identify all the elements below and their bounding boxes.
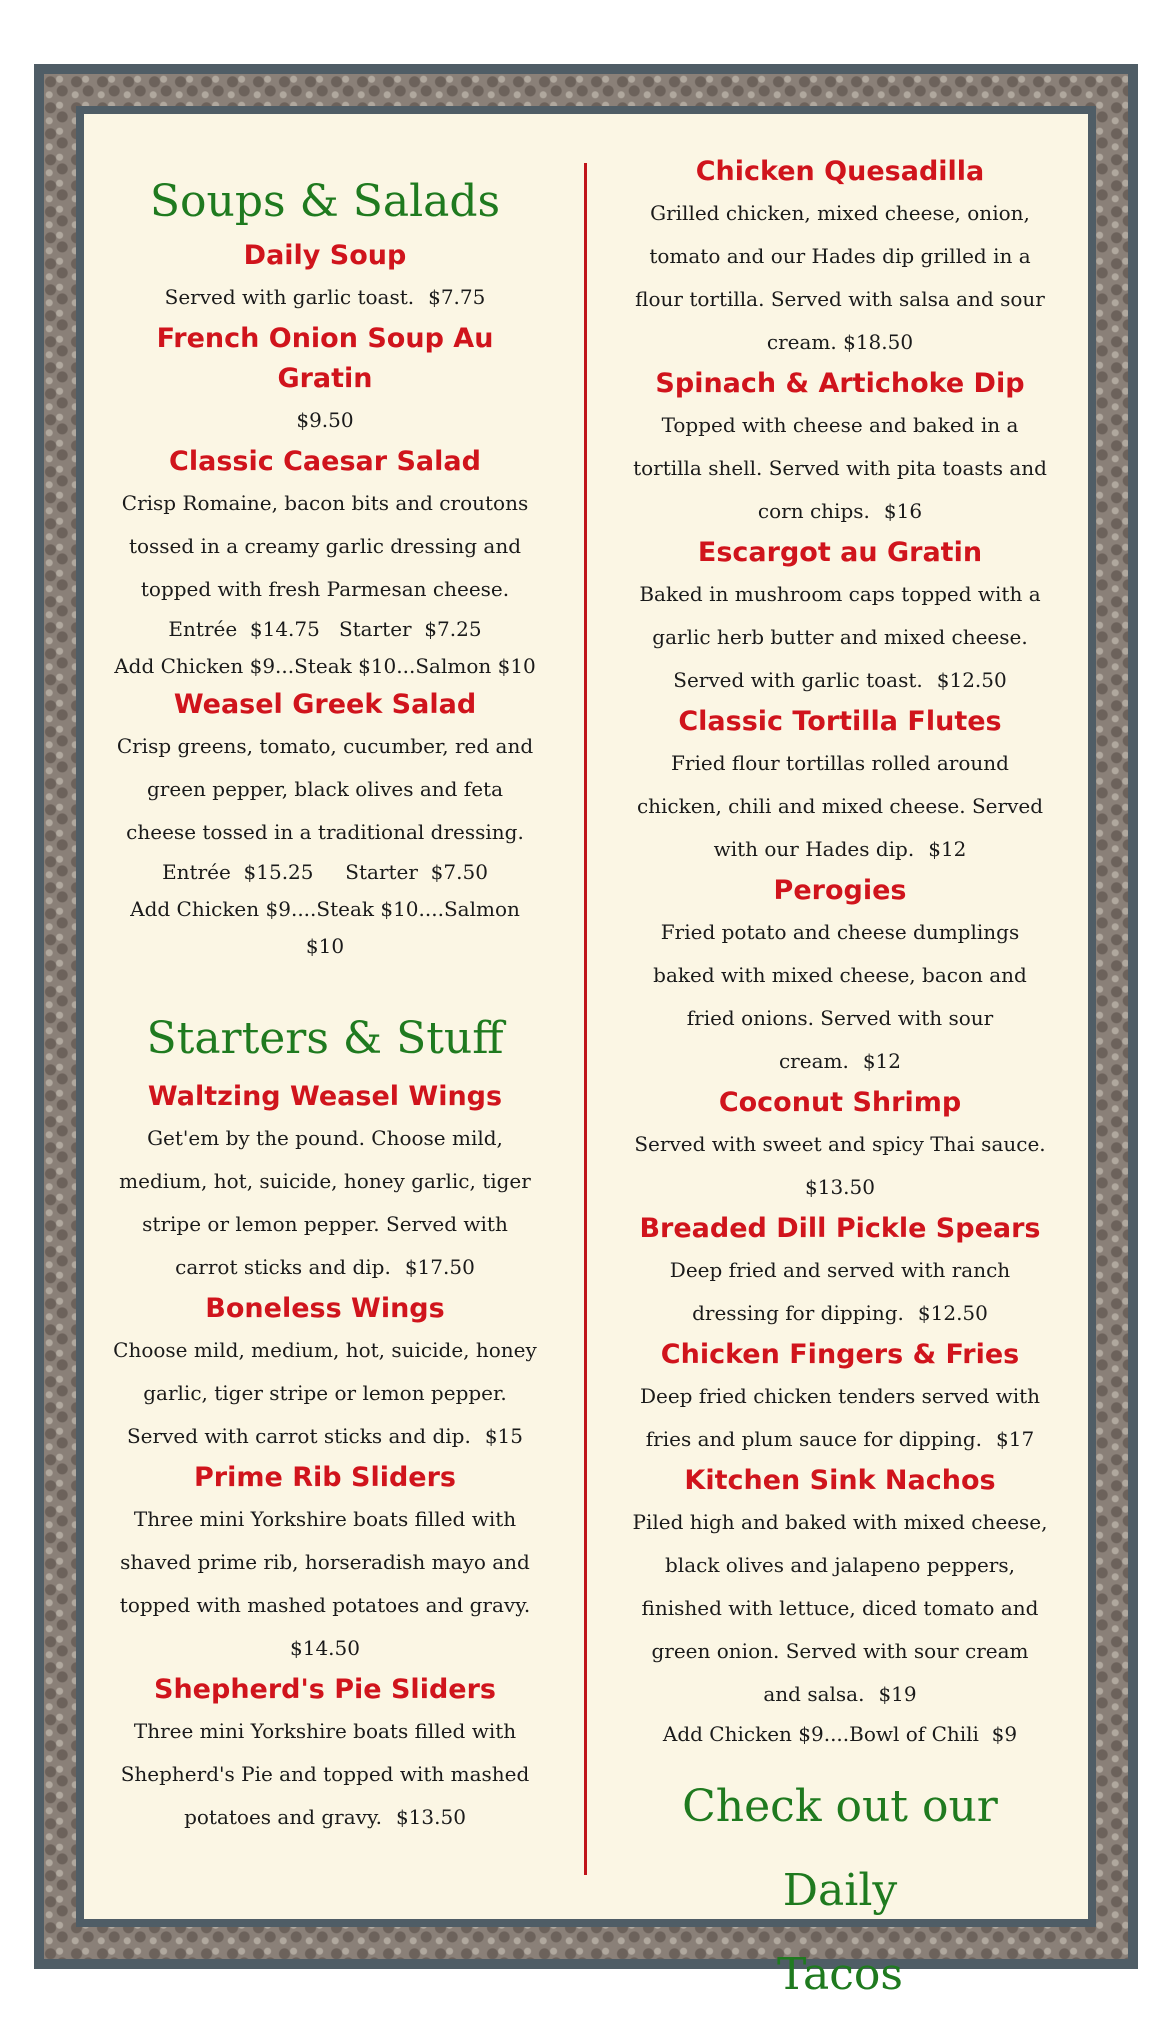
item-sizes-greek: Entrée $15.25 Starter $7.50 xyxy=(162,860,488,884)
item-name-quesadilla: Chicken Quesadilla xyxy=(695,156,985,187)
item-name-shepherds: Shepherd's Pie Sliders xyxy=(154,1674,496,1705)
item-desc-shrimp: Served with sweet and spicy Thai sauce. $13.50 xyxy=(634,1132,1046,1199)
promo-daily-line1: Check out our Daily xyxy=(682,1781,998,1916)
item-desc-pickle: Deep fried and served with ranch dressing for dipping. $12.50 xyxy=(669,1258,1011,1325)
item-add-nachos: Add Chicken $9....Bowl of Chili $9 xyxy=(662,1722,1018,1746)
item-price-wings: $17.50 xyxy=(404,1255,475,1279)
item-price-daily-soup: $7.75 xyxy=(428,285,486,309)
item-desc-wings: Get'em by the pound. Choose mild, medium, hot, suicide, honey garlic, tiger stripe or lemon pepper. Served with carrot sticks and dip. $17.50 xyxy=(119,1126,531,1279)
item-price-shepherds: $13.50 xyxy=(395,1805,466,1829)
item-sizes-caesar: Entrée $14.75 Starter $7.25 xyxy=(168,617,482,641)
item-price-flutes: $12 xyxy=(928,837,967,861)
item-add-greek: Add Chicken $9....Steak $10....Salmon $10 xyxy=(130,897,520,958)
item-name-daily-soup: Daily Soup xyxy=(243,240,407,271)
item-desc-nachos: Piled high and baked with mixed cheese, black olives and jalapeno peppers, finished with lettuce, diced tomato and green onion. Served with sour cream and salsa. $19 xyxy=(632,1510,1048,1706)
left-column xyxy=(110,176,540,1839)
item-name-caesar: Classic Caesar Salad xyxy=(169,446,481,477)
right-column xyxy=(630,152,1050,2017)
item-price-french-onion: $9.50 xyxy=(296,408,354,432)
item-name-flutes: Classic Tortilla Flutes xyxy=(678,706,1002,737)
item-desc-escargot: Baked in mushroom caps topped with a garlic herb butter and mixed cheese. Served with garlic toast. $12.50 xyxy=(639,582,1041,692)
item-name-wings: Waltzing Weasel Wings xyxy=(147,1081,503,1112)
item-price-perogies: $12 xyxy=(862,1049,902,1073)
item-name-boneless: Boneless Wings xyxy=(205,1293,445,1324)
item-name-shrimp: Coconut Shrimp xyxy=(718,1087,962,1118)
item-desc-greek: Crisp greens, tomato, cucumber, red and green pepper, black olives and feta cheese tossed in a traditional dressing. xyxy=(116,734,534,844)
item-name-nachos: Kitchen Sink Nachos xyxy=(684,1465,996,1496)
item-name-french-onion: French Onion Soup Au Gratin xyxy=(156,323,494,394)
item-desc-boneless: Choose mild, medium, hot, suicide, honey garlic, tiger stripe or lemon pepper. Served with carrot sticks and dip. $15 xyxy=(113,1338,537,1448)
item-price-prime-rib: $14.50 xyxy=(290,1636,360,1660)
item-desc-caesar: Crisp Romaine, bacon bits and croutons tossed in a creamy garlic dressing and topped with fresh Parmesan cheese. xyxy=(121,491,529,601)
item-desc-flutes: Fried flour tortillas rolled around chicken, chili and mixed cheese. Served with our Hades dip. $12 xyxy=(636,751,1044,861)
item-desc-daily-soup: Served with garlic toast. $7.75 xyxy=(164,285,486,309)
item-price-nachos: $19 xyxy=(878,1682,917,1706)
section-title-soups: Soups & Salads xyxy=(149,176,501,227)
item-price-escargot: $12.50 xyxy=(936,668,1007,692)
section-title-starters: Starters & Stuff xyxy=(146,1013,504,1064)
item-price-shrimp: $13.50 xyxy=(805,1175,875,1199)
item-name-greek: Weasel Greek Salad xyxy=(173,689,477,720)
item-name-prime-rib: Prime Rib Sliders xyxy=(194,1462,456,1493)
item-desc-perogies: Fried potato and cheese dumplings baked with mixed cheese, bacon and fried onions. Served with sour cream. $12 xyxy=(653,920,1027,1073)
item-name-pickle: Breaded Dill Pickle Spears xyxy=(639,1213,1041,1244)
item-name-perogies: Perogies xyxy=(773,875,907,906)
item-desc-fingers: Deep fried chicken tenders served with fries and plum sauce for dipping. $17 xyxy=(639,1384,1041,1451)
item-price-spinach: $16 xyxy=(883,499,923,523)
item-desc-prime-rib: Three mini Yorkshire boats filled with shaved prime rib, horseradish mayo and topped with mashed potatoes and gravy. $14.50 xyxy=(119,1507,531,1660)
item-price-pickle: $12.50 xyxy=(917,1301,988,1325)
item-desc-shepherds: Three mini Yorkshire boats filled with Shepherd's Pie and topped with mashed potatoes and gravy. $13.50 xyxy=(120,1719,530,1829)
item-add-caesar: Add Chicken $9...Steak $10...Salmon $10 xyxy=(114,654,536,678)
item-price-quesadilla: $18.50 xyxy=(843,330,914,354)
item-price-boneless: $15 xyxy=(484,1424,523,1448)
item-name-fingers: Chicken Fingers & Fries xyxy=(660,1339,1020,1370)
item-desc-spinach: Topped with cheese and baked in a tortilla shell. Served with pita toasts and corn chips. $16 xyxy=(633,413,1047,523)
promo-daily-line2: Tacos xyxy=(777,1949,903,2000)
item-price-fingers: $17 xyxy=(996,1427,1035,1451)
column-divider xyxy=(584,163,587,1875)
item-name-escargot: Escargot au Gratin xyxy=(697,537,983,568)
item-name-spinach: Spinach & Artichoke Dip xyxy=(655,368,1025,399)
item-desc-quesadilla: Grilled chicken, mixed cheese, onion, tomato and our Hades dip grilled in a flour tortilla. Served with salsa and sour cream. $18.50 xyxy=(635,201,1045,354)
